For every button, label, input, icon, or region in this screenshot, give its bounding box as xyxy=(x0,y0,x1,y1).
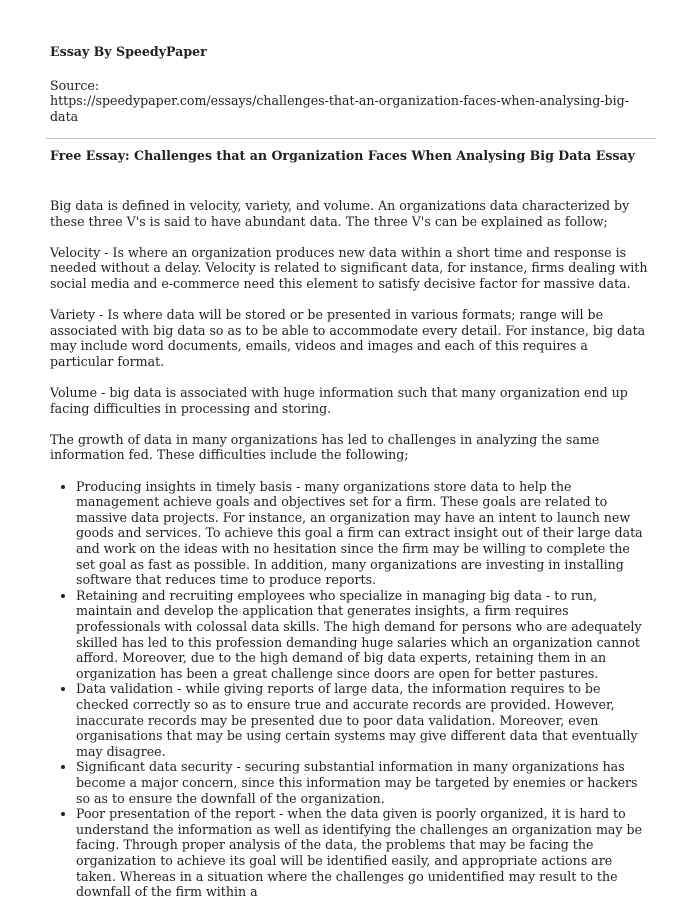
essay-title: Free Essay: Challenges that an Organization Faces When Analysing Big Data Essay xyxy=(50,148,635,164)
paragraph-volume: Volume - big data is associated with huge information such that many organization end up facing difficulties in processing and storing. xyxy=(50,385,628,416)
essay-body xyxy=(50,198,652,900)
paragraph-definition: Big data is defined in velocity, variety, and volume. An organizations data characterized by these three V's is said to have abundant data. The three V's can be explained as follow; xyxy=(50,197,630,229)
paragraph-challenges-intro: The growth of data in many organizations has led to challenges in analyzing the same information fed. These difficulties include the following; xyxy=(50,431,600,463)
challenges-list xyxy=(50,479,652,900)
paragraph-velocity: Velocity - Is where an organization produces new data within a short time and response is needed without a delay. Velocity is related to significant data, for instance, firms dealing with social media and e-commerce need this element to satisfy decisive factor for massive data. xyxy=(50,244,648,291)
list-item-data-security: • Significant data security - securing substantial information in many organizations has become a major concern, since this information may be targeted by enemies or hackers so as to ensure the downfall of the organization. xyxy=(76,759,652,806)
paragraph-variety: Variety - Is where data will be stored or be presented in various formats; range will be associated with big data so as to be able to accommodate every detail. For instance, big data may include word documents, emails, videos and images and each of this requires a particular format. xyxy=(50,307,646,369)
source-block xyxy=(50,78,652,125)
list-item-timely-insights: • Producing insights in timely basis - many organizations store data to help the management achieve goals and objectives set for a firm. These goals are related to massive data projects. For instance, an organization may have an intent to launch new goods and services. To achieve this goal a firm can extract insight out of their large data and work on the ideas with no hesitation since the firm may be willing to complete the set goal as fast as possible. In addition, many organizations are investing in installing software that reduces time to produce reports. xyxy=(76,479,652,588)
source-label: Source: xyxy=(50,77,100,93)
header-divider xyxy=(46,138,656,139)
document-header-title: Essay By SpeedyPaper xyxy=(50,44,207,59)
list-item-recruiting: • Retaining and recruiting employees who specialize in managing big data - to run, maintain and develop the application that generates insights, a firm requires professionals with colossal data skills. The high demand for persons who are adequately skilled has led to this profession demanding huge salaries which an organization cannot afford. Moreover, due to the high demand of big data experts, retaining them in an organization has been a great challenge since doors are open for better pastures. xyxy=(76,588,652,682)
source-url: https://speedypaper.com/essays/challenges-that-an-organization-faces-when-analysing-big-data xyxy=(50,93,629,124)
list-item-data-validation: • Data validation - while giving reports of large data, the information requires to be checked correctly so as to ensure true and accurate records are provided. However, inaccurate records may be presented due to poor data validation. Moreover, even organisations that may be using certain systems may give different data that eventually may disagree. xyxy=(76,681,652,759)
list-item-poor-presentation: • Poor presentation of the report - when the data given is poorly organized, it is hard to understand the information as well as identifying the challenges an organization may be facing. Through proper analysis of the data, the problems that may be facing the organization to achieve its goal will be identified easily, and appropriate actions are taken. Whereas in a situation where the challenges go unidentified may result to the downfall of the firm within a xyxy=(76,806,652,900)
